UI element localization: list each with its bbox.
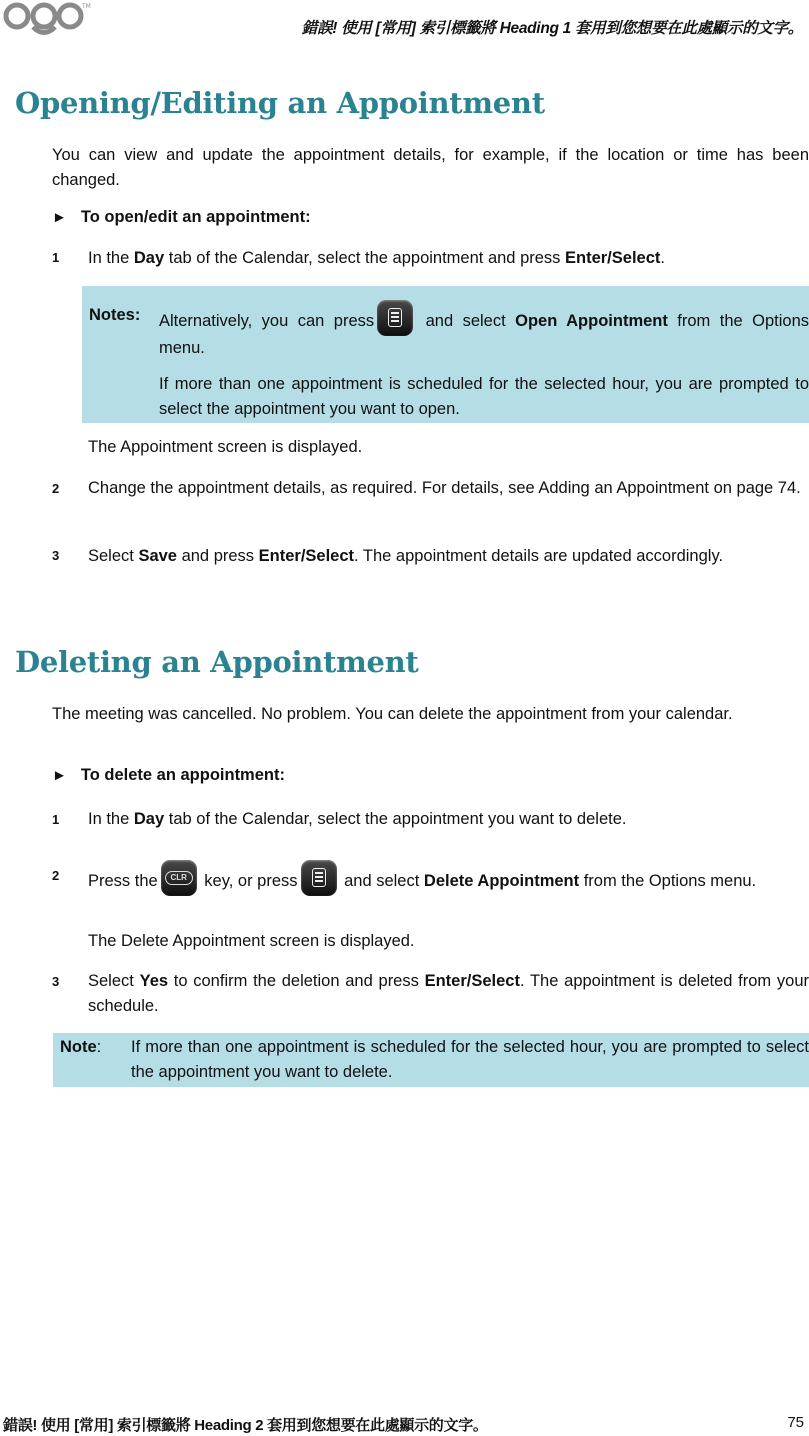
step-text: Change the appointment details, as required. For details, see Adding an Appointment on page 74.: [88, 479, 801, 497]
section-title-opening: Opening/Editing an Appointment: [15, 86, 545, 120]
step-number: 1: [52, 812, 60, 827]
step-text: Select Save and press Enter/Select. The appointment details are updated accordingly.: [88, 547, 724, 565]
procedure-title-delete-text: To delete an appointment:: [80, 766, 285, 784]
step-text: Select Yes to confirm the deletion and press Enter/Select. The appointment is deleted from your schedule.: [88, 972, 809, 1015]
note-text: If more than one appointment is scheduled for the selected hour, you are prompted to select the appointment you want to delete.: [131, 1038, 809, 1081]
footer-error-text: 錯誤! 使用 [常用] 索引標籤將 Heading 2 套用到您想要在此處顯示的文字。: [3, 1417, 488, 1434]
notes-text-1: Alternatively, you can press and select Open Appointment from the Options menu.: [159, 300, 809, 361]
step-text: In the Day tab of the Calendar, select the appointment you want to delete.: [88, 810, 627, 828]
notes-text-2: If more than one appointment is scheduled for the selected hour, you are prompted to select the appointment you want to open.: [159, 375, 809, 418]
step-text: In the Day tab of the Calendar, select the appointment and press Enter/Select.: [88, 249, 665, 267]
result-text: The Delete Appointment screen is displayed.: [88, 932, 415, 950]
step-number: 2: [52, 481, 60, 496]
step-number: 2: [52, 868, 60, 883]
ogo-logo: [2, 0, 91, 40]
step-number: 3: [52, 974, 60, 989]
procedure-title-open-text: To open/edit an appointment:: [80, 208, 311, 226]
menu-key-icon: [301, 860, 337, 896]
procedure-title-delete: [52, 766, 285, 785]
triangle-bullet-icon: ►: [52, 767, 67, 784]
section2-intro: The meeting was cancelled. No problem. You can delete the appointment from your calendar.: [52, 705, 733, 723]
triangle-bullet-icon: ►: [52, 209, 67, 226]
procedure-title-open: [52, 208, 311, 227]
section1-intro: You can view and update the appointment details, for example, if the location or time has been changed.: [52, 146, 809, 189]
step-number: 3: [52, 548, 60, 563]
note-label: Note:: [60, 1038, 102, 1056]
notes-label: Notes:: [89, 306, 141, 324]
header-error-text: 錯誤! 使用 [常用] 索引標籤將 Heading 1 套用到您想要在此處顯示的文字。: [301, 20, 803, 37]
step-number: 1: [52, 250, 60, 265]
page-number: 75: [787, 1414, 804, 1431]
step-text: Press the CLR key, or press and select Delete Appointment from the Options menu.: [88, 860, 809, 896]
menu-key-icon: [377, 300, 413, 336]
svg-text:TM: TM: [82, 3, 91, 10]
clr-key-icon: CLR: [161, 860, 197, 896]
result-text: The Appointment screen is displayed.: [88, 438, 363, 456]
section-title-deleting: Deleting an Appointment: [15, 645, 419, 679]
